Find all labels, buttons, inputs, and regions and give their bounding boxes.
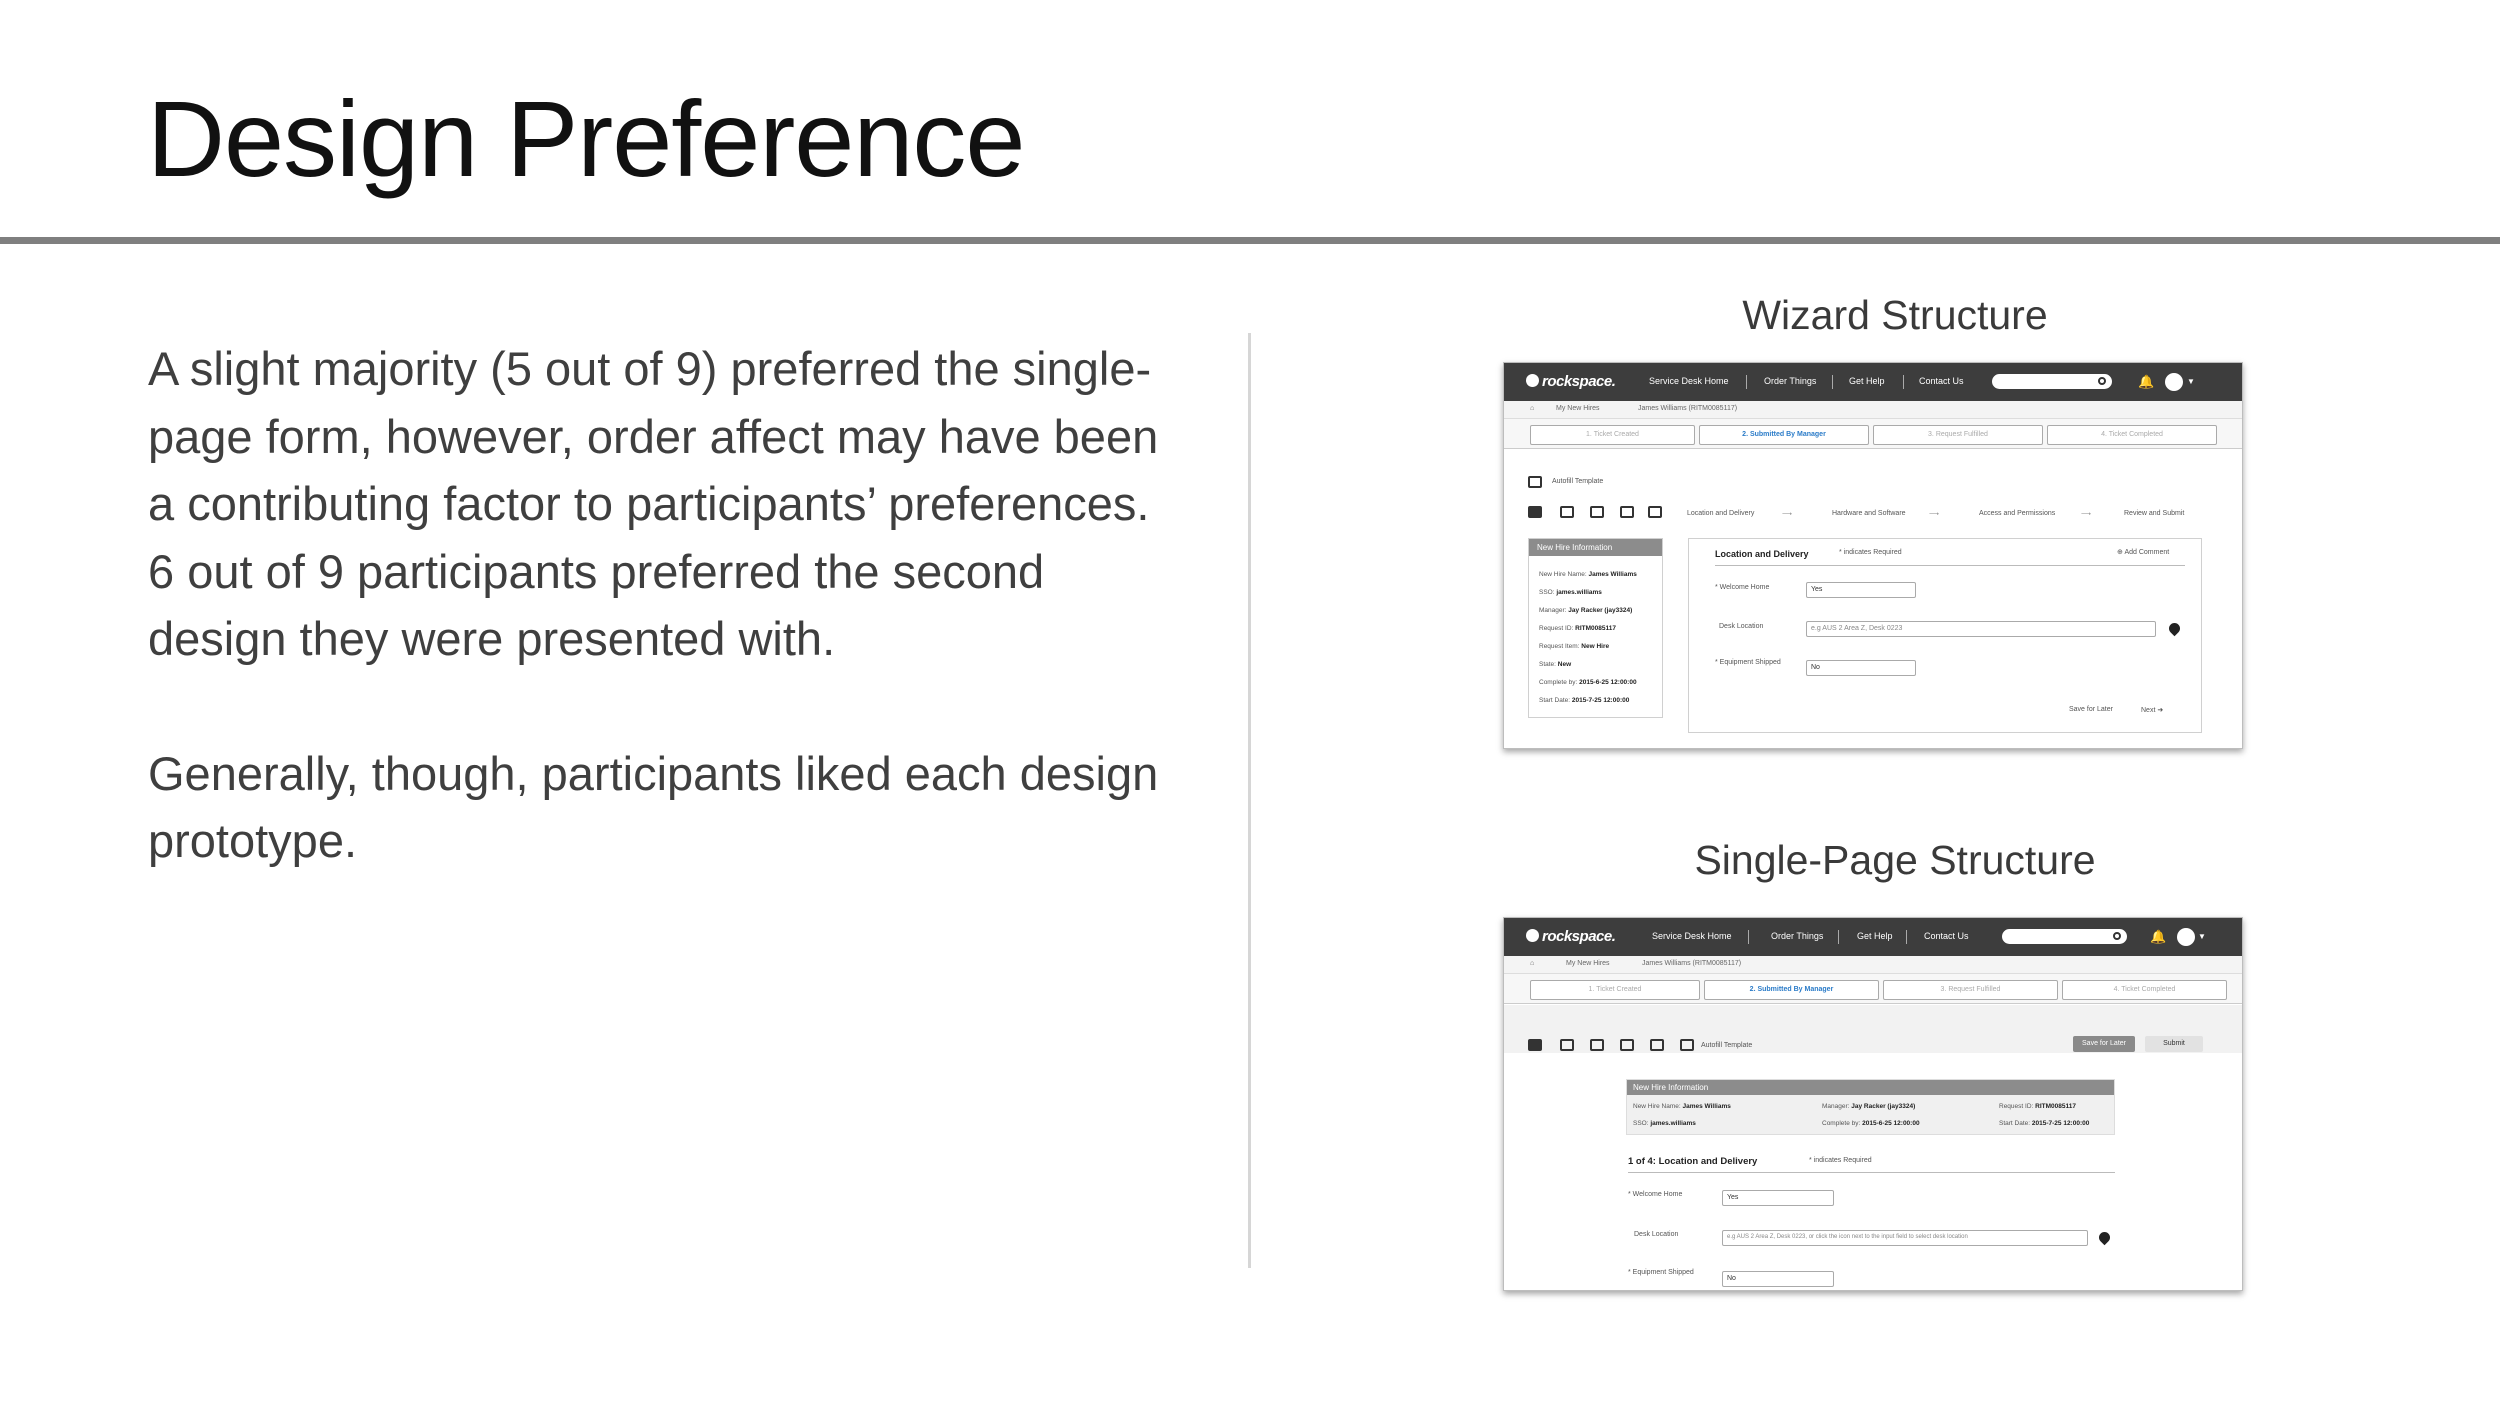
chevron-down-icon[interactable]: ▼ <box>2198 932 2206 941</box>
info-row: New Hire Name: James Williams <box>1633 1103 1731 1110</box>
paragraph-summary: Generally, though, participants liked each design prototype. <box>148 746 1159 867</box>
column-divider <box>1248 333 1251 1268</box>
breadcrumb-current: James Williams (RITM0085117) <box>1642 960 1742 967</box>
required-note: * indicates Required <box>1839 549 1902 556</box>
nav-get-help[interactable]: Get Help <box>1857 931 1893 941</box>
breadcrumb <box>1504 401 2242 419</box>
breadcrumb <box>1504 956 2242 974</box>
info-row: Request Item: New Hire <box>1539 643 1610 650</box>
arrow-right-icon: ⟶ <box>2081 511 2092 518</box>
info-row: Start Date: 2015-7-25 12:00:00 <box>1999 1120 2090 1127</box>
bell-icon[interactable]: 🔔 <box>2150 929 2167 944</box>
info-row: Request ID: RITM0085117 <box>1999 1103 2076 1110</box>
app-header <box>1504 363 2242 401</box>
email-icon[interactable] <box>1528 506 1542 518</box>
autofill-template-link[interactable]: Autofill Template <box>1701 1042 1753 1049</box>
home-icon[interactable]: ⌂ <box>1530 405 1535 412</box>
info-row: SSO: james.williams <box>1539 589 1602 596</box>
step-ticket-completed: 4. Ticket Completed <box>2047 425 2217 445</box>
welcome-home-select[interactable]: Yes <box>1806 582 1916 598</box>
single-page-screenshot <box>1503 917 2243 1291</box>
autofill-template-link[interactable]: Autofill Template <box>1552 478 1604 485</box>
logo: rockspace. <box>1526 373 1615 390</box>
info-row: State: New <box>1539 661 1572 668</box>
avatar[interactable] <box>2165 373 2183 391</box>
info-row: Manager: Jay Racker (jay3324) <box>1822 1103 1916 1110</box>
nav-service-desk-home[interactable]: Service Desk Home <box>1652 931 1732 941</box>
copy-template-icon[interactable] <box>1680 1039 1694 1051</box>
nav-order-things[interactable]: Order Things <box>1771 931 1824 941</box>
equipment-shipped-select[interactable]: No <box>1722 1271 1834 1287</box>
arrow-right-icon: ⟶ <box>1929 511 1940 518</box>
wizard-screenshot <box>1503 362 2243 749</box>
panel-header: New Hire Information <box>1627 1080 2114 1095</box>
avatar[interactable] <box>2177 928 2195 946</box>
equipment-shipped-label: * Equipment Shipped <box>1628 1269 1694 1276</box>
new-hire-info-panel <box>1528 538 1663 718</box>
section-title: 1 of 4: Location and Delivery <box>1628 1156 1758 1167</box>
flow-step[interactable]: Location and Delivery <box>1687 510 1755 517</box>
new-hire-info-panel <box>1626 1079 2115 1135</box>
next-button[interactable]: Next ➜ <box>2141 707 2164 714</box>
flow-step[interactable]: Review and Submit <box>2124 510 2185 517</box>
panel-header: New Hire Information <box>1529 539 1662 556</box>
breadcrumb-current: James Williams (RITM0085117) <box>1638 405 1738 412</box>
flow-step[interactable]: Hardware and Software <box>1832 510 1906 517</box>
nav-service-desk-home[interactable]: Service Desk Home <box>1649 376 1729 386</box>
step-request-fulfilled: 3. Request Fulfilled <box>1873 425 2043 445</box>
nav-separator <box>1746 375 1747 389</box>
nav-order-things[interactable]: Order Things <box>1764 376 1817 386</box>
wizard-caption: Wizard Structure <box>1742 292 2048 338</box>
info-row: Request ID: RITM0085117 <box>1539 625 1616 632</box>
info-row: Complete by: 2015-6-25 12:00:00 <box>1539 679 1637 686</box>
nav-separator <box>1838 930 1839 944</box>
share-icon[interactable] <box>1620 506 1634 518</box>
info-row: Manager: Jay Racker (jay3324) <box>1539 607 1633 614</box>
equipment-shipped-label: * Equipment Shipped <box>1715 659 1781 666</box>
form-panel <box>1688 538 2202 733</box>
search-icon <box>2113 932 2121 940</box>
email-icon[interactable] <box>1528 1039 1542 1051</box>
add-comment-button[interactable]: ⊕ Add Comment <box>2117 549 2170 556</box>
required-note: * indicates Required <box>1809 1157 1872 1164</box>
nav-get-help[interactable]: Get Help <box>1849 376 1885 386</box>
search-input[interactable] <box>2002 929 2127 944</box>
logo-icon <box>1526 374 1539 387</box>
welcome-home-label: * Welcome Home <box>1715 584 1770 591</box>
breadcrumb-my-new-hires[interactable]: My New Hires <box>1566 960 1610 967</box>
step-ticket-completed: 4. Ticket Completed <box>2062 980 2227 1000</box>
progress-steps <box>1504 974 2242 1004</box>
map-pin-icon[interactable] <box>2097 1230 2113 1246</box>
logo: rockspace. <box>1526 928 1615 945</box>
slide-title: Design Preference <box>147 78 1025 199</box>
app-header <box>1504 918 2242 956</box>
document-icon[interactable] <box>1590 1039 1604 1051</box>
body-text <box>148 335 1178 942</box>
nav-contact-us[interactable]: Contact Us <box>1924 931 1969 941</box>
document-icon[interactable] <box>1590 506 1604 518</box>
comment-icon[interactable] <box>1650 1039 1664 1051</box>
section-rule <box>1715 565 2185 566</box>
welcome-home-select[interactable]: Yes <box>1722 1190 1834 1206</box>
step-ticket-created: 1. Ticket Created <box>1530 425 1695 445</box>
logo-icon <box>1526 929 1539 942</box>
nav-separator <box>1906 930 1907 944</box>
search-input[interactable] <box>1992 374 2112 389</box>
map-pin-icon[interactable] <box>2167 621 2183 637</box>
save-for-later-link[interactable]: Save for Later <box>2069 706 2113 713</box>
copy-template-icon[interactable] <box>1528 476 1542 488</box>
section-title: Location and Delivery <box>1715 549 1809 559</box>
info-row: SSO: james.williams <box>1633 1120 1696 1127</box>
info-row: New Hire Name: James Williams <box>1539 571 1637 578</box>
step-ticket-created: 1. Ticket Created <box>1530 980 1700 1000</box>
arrow-right-icon: ⟶ <box>1782 511 1793 518</box>
flow-step[interactable]: Access and Permissions <box>1979 510 2056 517</box>
desk-location-input[interactable]: e.g AUS 2 Area Z, Desk 0223, or click the icon next to the input field to select desk location <box>1722 1230 2088 1246</box>
edit-icon[interactable] <box>1560 1039 1574 1051</box>
chevron-down-icon[interactable]: ▼ <box>2187 377 2195 386</box>
nav-separator <box>1903 375 1904 389</box>
section-rule <box>1628 1172 2115 1173</box>
step-request-fulfilled: 3. Request Fulfilled <box>1883 980 2058 1000</box>
paragraph-findings: A slight majority (5 out of 9) preferred the single-page form, however, order affect may have been a contributing factor to participants’ preferences. 6 out of 9 participants preferred the second design they were presented with. <box>148 342 1159 665</box>
info-row: Start Date: 2015-7-25 12:00:00 <box>1539 697 1630 704</box>
desk-location-label: Desk Location <box>1634 1231 1679 1238</box>
nav-separator <box>1748 930 1749 944</box>
step-submitted-by-manager: 2. Submitted By Manager <box>1704 980 1879 1000</box>
single-page-caption: Single-Page Structure <box>1694 837 2096 883</box>
search-icon <box>2098 377 2106 385</box>
share-icon[interactable] <box>1620 1039 1634 1051</box>
breadcrumb-my-new-hires[interactable]: My New Hires <box>1556 405 1600 412</box>
nav-contact-us[interactable]: Contact Us <box>1919 376 1964 386</box>
info-list <box>1539 566 1669 710</box>
home-icon[interactable]: ⌂ <box>1530 960 1535 967</box>
progress-steps <box>1504 419 2242 449</box>
save-for-later-button[interactable]: Save for Later <box>2073 1036 2135 1052</box>
nav-separator <box>1832 375 1833 389</box>
desk-location-label: Desk Location <box>1719 623 1764 630</box>
bell-icon[interactable]: 🔔 <box>2138 374 2155 389</box>
title-divider <box>0 237 2500 244</box>
submit-button[interactable]: Submit <box>2145 1036 2203 1052</box>
equipment-shipped-select[interactable]: No <box>1806 660 1916 676</box>
info-row: Complete by: 2015-6-25 12:00:00 <box>1822 1120 1920 1127</box>
step-submitted-by-manager: 2. Submitted By Manager <box>1699 425 1869 445</box>
edit-icon[interactable] <box>1560 506 1574 518</box>
comment-icon[interactable] <box>1648 506 1662 518</box>
welcome-home-label: * Welcome Home <box>1628 1191 1683 1198</box>
desk-location-input[interactable]: e.g AUS 2 Area Z, Desk 0223 <box>1806 621 2156 637</box>
